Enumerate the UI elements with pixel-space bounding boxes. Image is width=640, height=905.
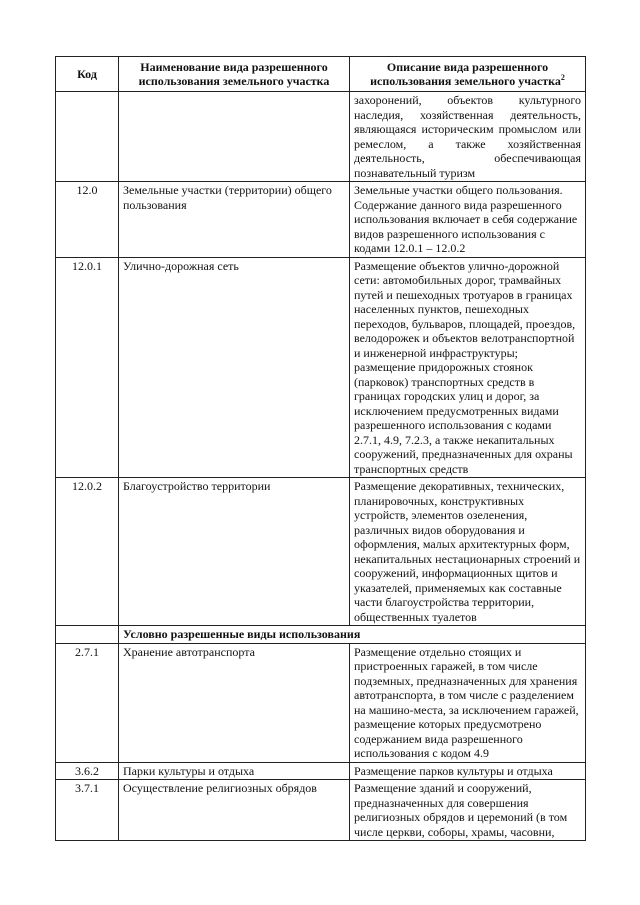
cell-description: Земельные участки общего пользования. Содержание данного вида разрешенного использования включает в себя содержание видов разрешенного использования с кодами 12.0.1 – 12.0.2: [350, 182, 586, 258]
cell-code: [56, 92, 119, 182]
table-header-row: [56, 57, 586, 92]
cell-description: Размещение объектов улично-дорожной сети: автомобильных дорог, трамвайных путей и пешеходных тротуаров в границах населенных пунктов, пешеходных переходов, бульваров, площадей, проездов, велодорожек и объектов велотранспортной и инженерной инфраструктуры; размещение придорожных стоянок (парковок) транспортных средств в границах городских улиц и дорог, за исключением предусмотренных видами разрешенного использования с кодами 2.7.1, 4.9, 7.2.3, а также некапитальных сооружений, предназначенных для охраны транспортных средств: [350, 257, 586, 478]
cell-code: 3.6.2: [56, 762, 119, 780]
cell-name: Осуществление религиозных обрядов: [119, 780, 350, 841]
table-row: [56, 762, 586, 780]
section-row: [56, 626, 586, 644]
table-row: [56, 643, 586, 762]
table-row-continuation: [56, 92, 586, 182]
cell-code: 12.0: [56, 182, 119, 258]
cell-description: Размещение зданий и сооружений, предназначенных для совершения религиозных обрядов и церемоний (в том числе церкви, соборы, храмы, часовни,: [350, 780, 586, 841]
cell-name: Хранение автотранспорта: [119, 643, 350, 762]
cell-code: 12.0.2: [56, 478, 119, 626]
header-description-text: Описание вида разрешенного использования земельного участка: [370, 60, 561, 88]
footnote-mark: 2: [560, 73, 565, 82]
cell-description: захоронений, объектов культурного наследия, хозяйственная деятельность, являющаяся историческим промыслом или ремеслом, а также хозяйственная деятельность, обеспечивающая познавательный туризм: [350, 92, 586, 182]
table-row: [56, 257, 586, 478]
cell-code: 3.7.1: [56, 780, 119, 841]
table-row: [56, 780, 586, 841]
cell-code: 2.7.1: [56, 643, 119, 762]
land-use-table: [55, 56, 586, 841]
cell-name: Улично-дорожная сеть: [119, 257, 350, 478]
cell-description: Размещение декоративных, технических, планировочных, конструктивных устройств, элементов озеленения, различных видов оборудования и оформления, малых архитектурных форм, некапитальных нестационарных строений и сооружений, информационных щитов и указателей, применяемых как составные части благоустройства территории, общественных туалетов: [350, 478, 586, 626]
cell-name: Благоустройство территории: [119, 478, 350, 626]
section-title: Условно разрешенные виды использования: [119, 626, 586, 644]
cell-description: Размещение отдельно стоящих и пристроенных гаражей, в том числе подземных, предназначенных для хранения автотранспорта, в том числе с разделением на машино-места, за исключением гаражей, размещение которых предусмотрено содержанием вида разрешенного использования с кодом 4.9: [350, 643, 586, 762]
cell-name: [119, 92, 350, 182]
cell-name: Парки культуры и отдыха: [119, 762, 350, 780]
cell-description: Размещение парков культуры и отдыха: [350, 762, 586, 780]
header-name: Наименование вида разрешенного использования земельного участка: [119, 57, 350, 92]
table-row: [56, 182, 586, 258]
cell-code: 12.0.1: [56, 257, 119, 478]
cell-name: Земельные участки (территории) общего пользования: [119, 182, 350, 258]
document-page: [55, 56, 585, 841]
section-empty-cell: [56, 626, 119, 644]
header-code: Код: [56, 57, 119, 92]
header-description: [350, 57, 586, 92]
table-row: [56, 478, 586, 626]
